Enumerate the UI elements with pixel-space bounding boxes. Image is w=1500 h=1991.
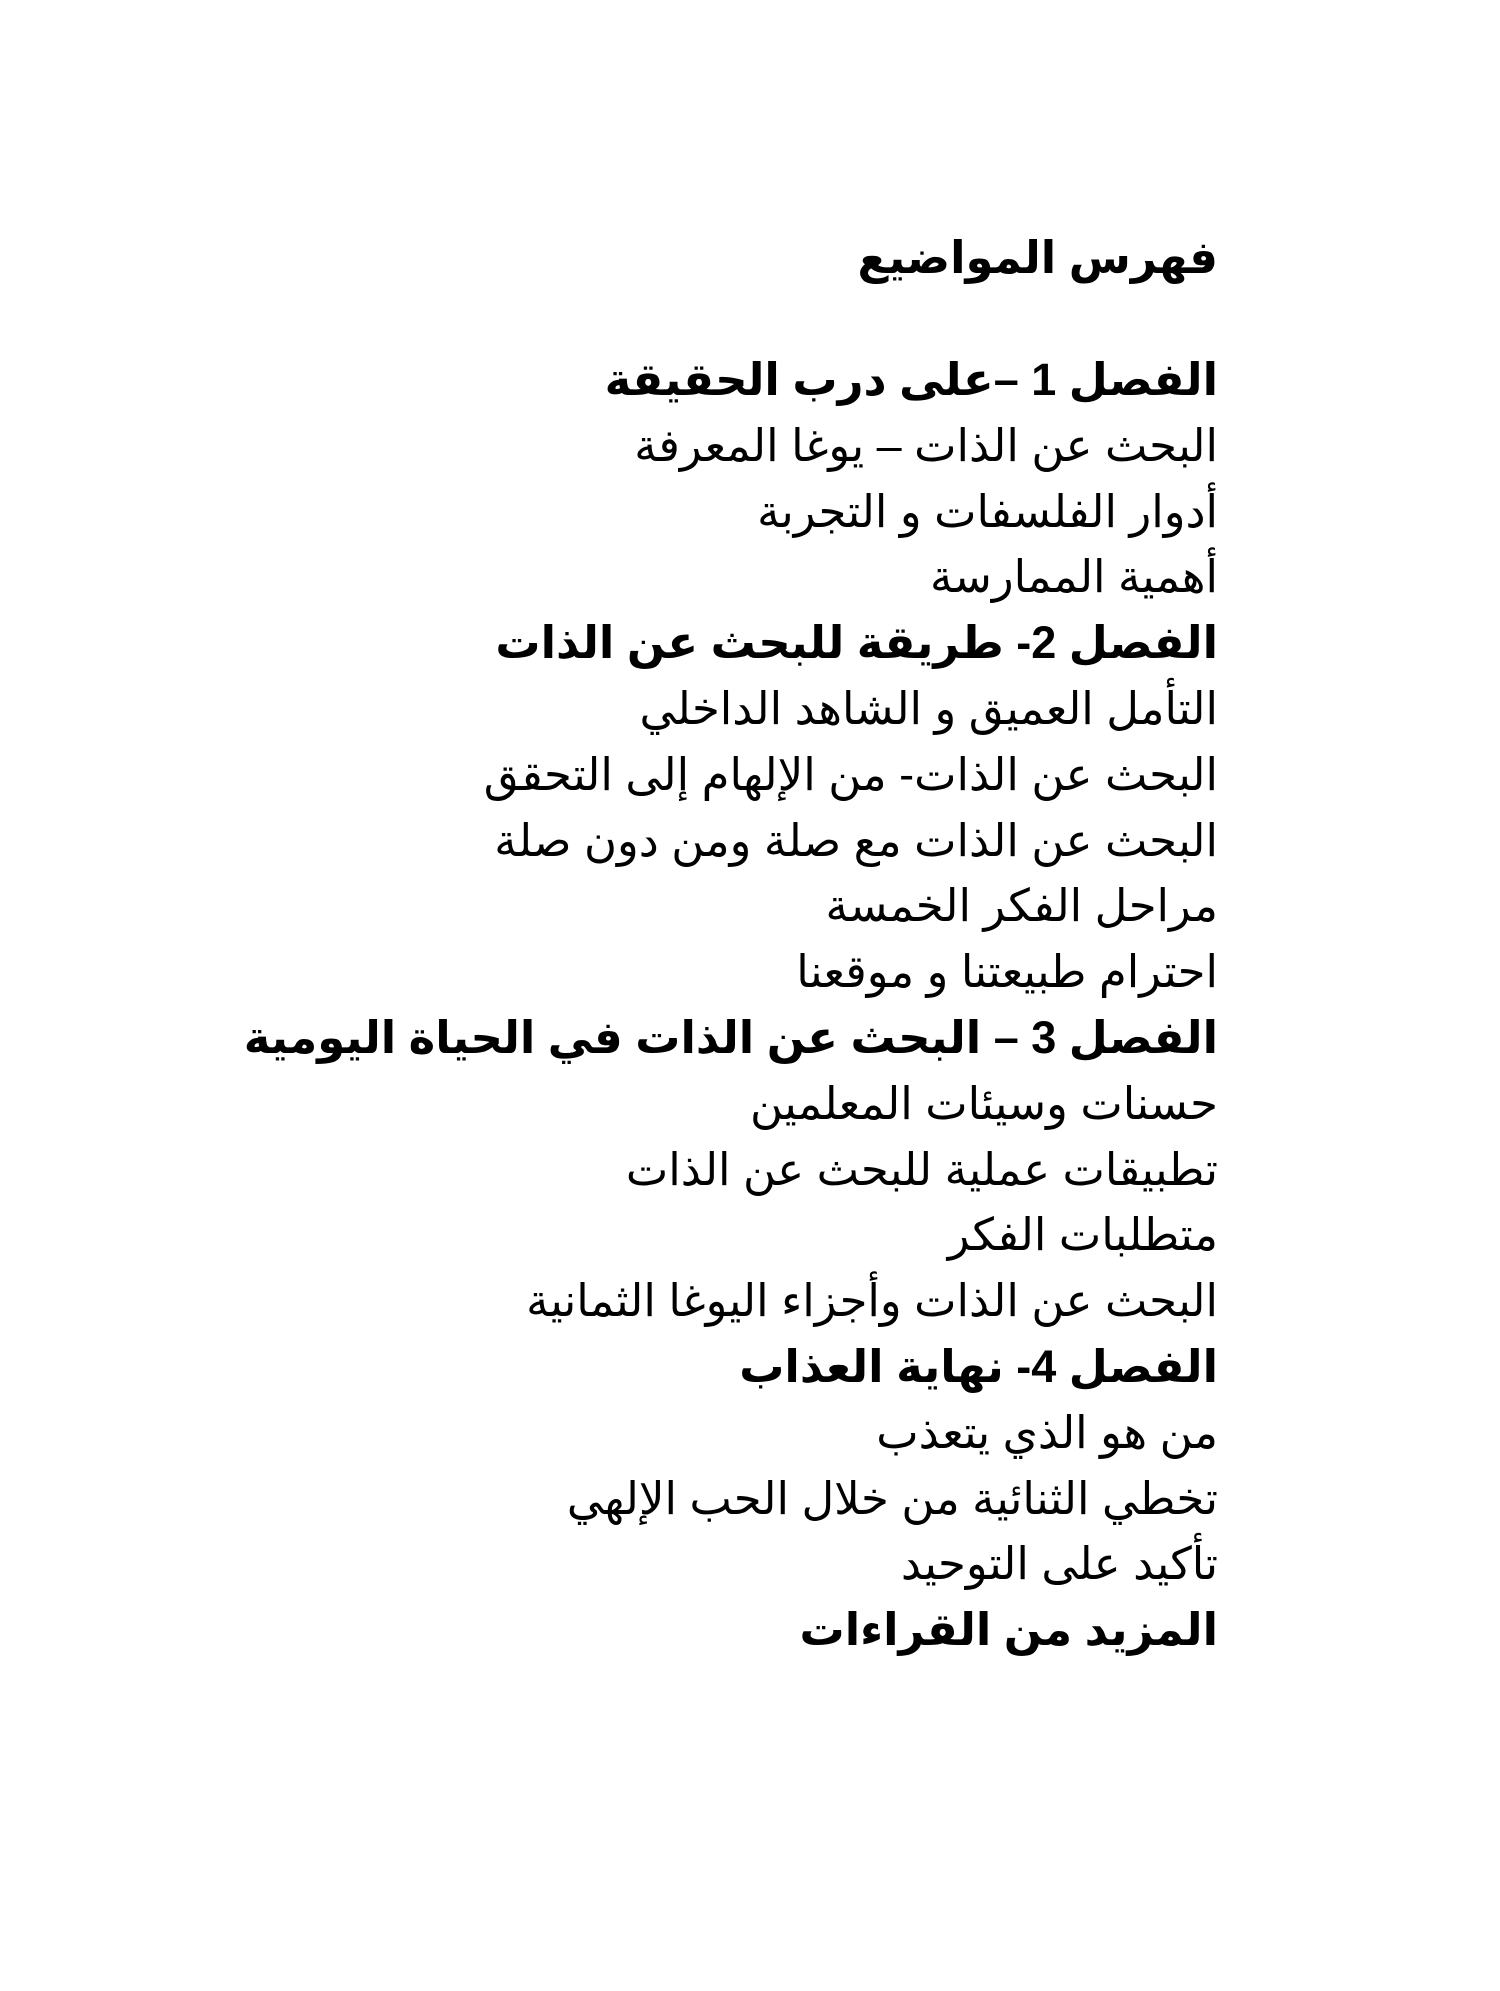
toc-entry: متطلبات الفكر [947, 1209, 1218, 1261]
toc-entry: البحث عن الذات – يوغا المعرفة [634, 419, 1218, 471]
toc-entry: حسنات وسيئات المعلمين [750, 1077, 1218, 1129]
toc-title: فهرس المواضيع [857, 232, 1218, 283]
toc-entry: من هو الذي يتعذب [876, 1406, 1218, 1458]
toc-entry: تخطي الثنائية من خلال الحب الإلهي [566, 1472, 1218, 1524]
toc-entry: البحث عن الذات مع صلة ومن دون صلة [494, 814, 1218, 866]
toc-entry: احترام طبيعتنا و موقعنا [796, 946, 1218, 998]
toc-chapter-heading: الفصل 2- طريقة للبحث عن الذات [495, 617, 1218, 669]
toc-chapter-heading: الفصل 4- نهاية العذاب [739, 1340, 1218, 1392]
toc-entry: تأكيد على التوحيد [900, 1538, 1218, 1590]
toc-entry: أدوار الفلسفات و التجربة [757, 485, 1218, 537]
toc-lines [218, 347, 1218, 1663]
toc-entry: البحث عن الذات وأجزاء اليوغا الثمانية [526, 1275, 1218, 1327]
toc-chapter-heading: الفصل 3 – البحث عن الذات في الحياة اليومية [243, 1011, 1218, 1063]
toc-entry: أهمية الممارسة [930, 551, 1218, 603]
toc-entry: تطبيقات عملية للبحث عن الذات [625, 1143, 1218, 1195]
toc-entry: البحث عن الذات- من الإلهام إلى التحقق [483, 748, 1218, 800]
toc-chapter-heading: الفصل 1 –على درب الحقيقة [604, 354, 1218, 405]
toc-entry: التأمل العميق و الشاهد الداخلي [639, 682, 1218, 734]
table-of-contents [218, 225, 1218, 1663]
toc-chapter-heading: المزيد من القراءات [799, 1604, 1218, 1656]
toc-entry: مراحل الفكر الخمسة [825, 880, 1218, 932]
